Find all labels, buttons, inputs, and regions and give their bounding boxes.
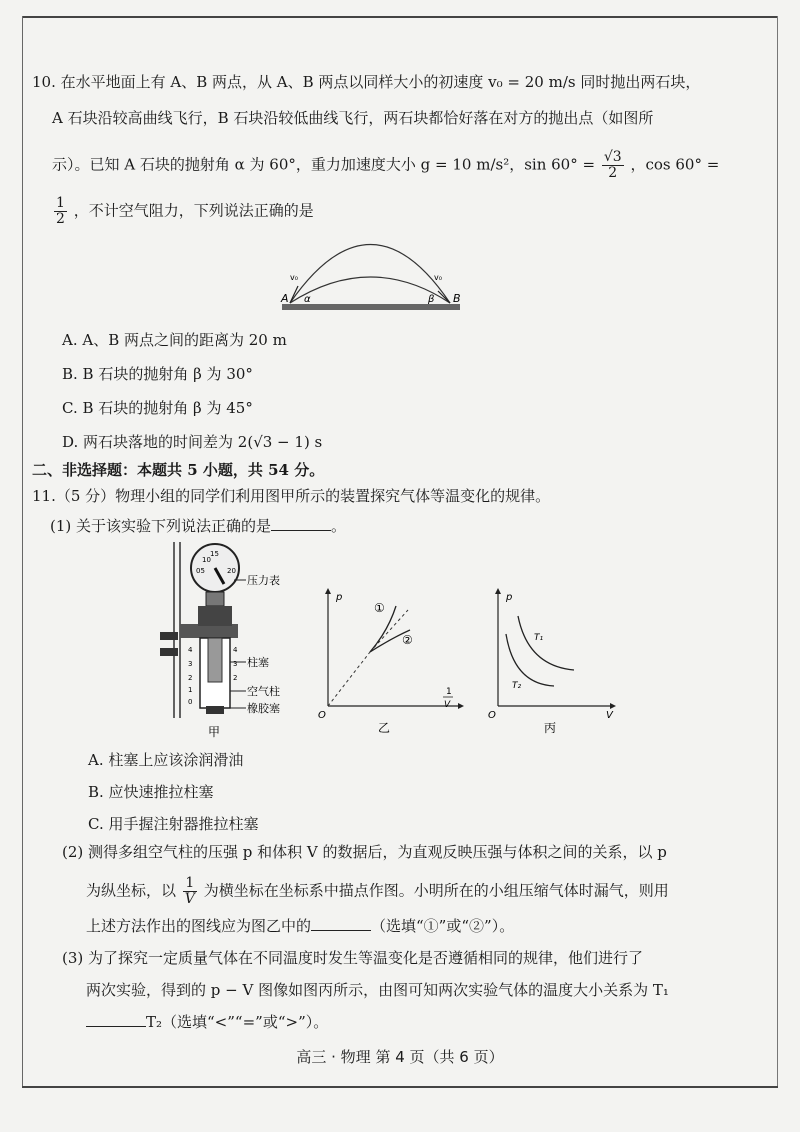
frac-den: V bbox=[184, 891, 195, 907]
clamp-upper bbox=[160, 632, 178, 640]
scale-tick: 2 bbox=[188, 674, 193, 682]
q11-part2-line2 bbox=[86, 876, 669, 907]
q11-part1-end: 。 bbox=[331, 517, 347, 535]
frac-num: √3 bbox=[603, 149, 622, 165]
alpha-label: α bbox=[304, 294, 311, 305]
origin-label: O bbox=[318, 710, 326, 721]
point-b-label: B bbox=[453, 292, 461, 305]
gauge-base bbox=[198, 606, 232, 626]
q11-part2-line3b: （选填“①”或“②”）。 bbox=[371, 917, 515, 935]
scale-tick: 2 bbox=[233, 674, 238, 682]
scale-tick: 1 bbox=[188, 686, 193, 694]
q11-option-b: B. 应快速推拉柱塞 bbox=[88, 783, 214, 801]
q11-part1-text: (1) 关于该实验下列说法正确的是 bbox=[50, 517, 272, 535]
q10-line2: A 石块沿较高曲线飞行，B 石块沿较低曲线飞行，两石块都恰好落在对方的抛出点（如图所 bbox=[52, 109, 654, 127]
q10-line4-text: ，不计空气阻力，下列说法正确的是 bbox=[73, 201, 314, 220]
origin-label: O bbox=[488, 710, 496, 721]
figure-caption-jia: 甲 bbox=[208, 725, 221, 739]
right-border bbox=[777, 16, 778, 1086]
gauge-label: 压力表 bbox=[247, 574, 280, 587]
x-arrow bbox=[458, 703, 464, 709]
isotherm-t2 bbox=[506, 634, 554, 686]
frac-den: 2 bbox=[56, 211, 65, 227]
sqrt3-over-2 bbox=[602, 150, 624, 181]
q11-part2-line2a: 为纵坐标，以 bbox=[86, 881, 177, 900]
scale-tick: 4 bbox=[188, 646, 193, 654]
y-arrow bbox=[495, 588, 501, 594]
x-label-num: 1 bbox=[446, 687, 452, 697]
q10-line3 bbox=[52, 150, 719, 181]
curve-2-label: ② bbox=[402, 633, 413, 647]
p-axis-label: p bbox=[506, 592, 513, 603]
q11-part3-line3 bbox=[86, 1012, 328, 1032]
q10-line4 bbox=[52, 196, 314, 227]
gauge-tick: 15 bbox=[210, 550, 219, 558]
q10-line3a: 示）。已知 A 石块的抛射角 α 为 60°，重力加速度大小 g = 10 m/s²，sin 60° = bbox=[52, 155, 596, 174]
left-border bbox=[22, 16, 23, 1086]
q10-option-a: A. A、B 两点之间的距离为 20 m bbox=[62, 331, 287, 349]
point-a-label: A bbox=[281, 292, 289, 305]
x-arrow bbox=[610, 703, 616, 709]
beta-label: β bbox=[428, 294, 435, 305]
t1-label: T₁ bbox=[534, 633, 544, 643]
clamp-bar bbox=[180, 624, 238, 638]
q10-option-c: C. B 石块的抛射角 β 为 45° bbox=[62, 399, 253, 417]
q11-part3-line3-text: T₂（选填“<”“=”或“>”）。 bbox=[146, 1013, 329, 1031]
section-2-heading: 二、非选择题：本题共 5 小题，共 54 分。 bbox=[32, 461, 325, 479]
q11-part2-line3 bbox=[86, 916, 514, 936]
one-over-2 bbox=[54, 196, 67, 227]
q11-part3-line2: 两次实验，得到的 p − V 图像如图丙所示，由图可知两次实验气体的温度大小关系为 T₁ bbox=[86, 981, 669, 999]
graph-yi bbox=[308, 586, 468, 736]
top-border bbox=[22, 16, 778, 18]
gauge-tick: 10 bbox=[202, 556, 211, 564]
q11-part1 bbox=[50, 516, 346, 536]
frac-num: 1 bbox=[183, 876, 197, 892]
q11-part2-line2b: 为横坐标在坐标系中描点作图。小明所在的小组压缩气体时漏气，则用 bbox=[203, 881, 669, 900]
bottom-border bbox=[22, 1086, 778, 1088]
q11-option-a: A. 柱塞上应该涂润滑油 bbox=[88, 751, 244, 769]
q10-option-d: D. 两石块落地的时间差为 2(√3 − 1) s bbox=[62, 433, 323, 451]
dashed-extension bbox=[328, 652, 370, 706]
scale-tick: 3 bbox=[188, 660, 193, 668]
answer-blank-3[interactable] bbox=[86, 1012, 146, 1027]
graph-bing bbox=[478, 586, 628, 736]
frac-num: 1 bbox=[56, 195, 65, 211]
frac-den: 2 bbox=[608, 165, 618, 181]
q11-option-c: C. 用手握注射器推拉柱塞 bbox=[88, 815, 259, 833]
clamp-lower bbox=[160, 648, 178, 656]
q11-line1: 11.（5 分）物理小组的同学们利用图甲所示的装置探究气体等温变化的规律。 bbox=[32, 487, 551, 505]
page-footer: 高三 · 物理 第 4 页（共 6 页） bbox=[296, 1048, 504, 1066]
scale-tick: 3 bbox=[233, 660, 238, 668]
q10-line3b: ，cos 60° = bbox=[630, 155, 720, 174]
piston bbox=[208, 638, 222, 682]
figure-caption-yi: 乙 bbox=[378, 721, 391, 735]
isotherm-t1 bbox=[518, 616, 574, 670]
q11-part2-line1: (2) 测得多组空气柱的压强 p 和体积 V 的数据后，为直观反映压强与体积之间的关系，以 p bbox=[62, 843, 667, 861]
scale-tick: 4 bbox=[233, 646, 238, 654]
p-axis-label: p bbox=[336, 592, 343, 603]
y-arrow bbox=[325, 588, 331, 594]
figure-caption-bing: 丙 bbox=[544, 721, 557, 735]
curve-1-label: ① bbox=[374, 601, 385, 615]
rubber-plug bbox=[206, 706, 224, 714]
piston-label: 柱塞 bbox=[247, 656, 269, 669]
gauge-tick: 05 bbox=[196, 567, 205, 575]
rubber-plug-label: 橡胶塞 bbox=[247, 702, 280, 715]
q10-line1: 10. 在水平地面上有 A、B 两点，从 A、B 两点以同样大小的初速度 v₀ = 20 m/s 同时抛出两石块， bbox=[32, 73, 701, 91]
apparatus-figure bbox=[150, 540, 290, 740]
t2-label: T₂ bbox=[512, 681, 522, 691]
low-curve bbox=[290, 277, 450, 303]
scale-tick: 0 bbox=[188, 698, 193, 706]
v-axis-label: V bbox=[606, 710, 613, 721]
answer-blank-1[interactable] bbox=[271, 516, 331, 531]
q11-part3-line1: (3) 为了探究一定质量气体在不同温度时发生等温变化是否遵循相同的规律，他们进行了 bbox=[62, 949, 644, 967]
v0-label-b: v₀ bbox=[434, 273, 442, 282]
q10-option-b: B. B 石块的抛射角 β 为 30° bbox=[62, 365, 253, 383]
air-column-label: 空气柱 bbox=[247, 685, 280, 698]
gauge-connector bbox=[206, 592, 224, 606]
v0-label-a: v₀ bbox=[290, 273, 298, 282]
trajectory-figure bbox=[278, 236, 464, 318]
one-over-v bbox=[183, 876, 197, 907]
high-curve bbox=[290, 245, 450, 304]
answer-blank-2[interactable] bbox=[311, 916, 371, 931]
q11-part2-line3a: 上述方法作出的图线应为图乙中的 bbox=[86, 917, 312, 935]
x-label-den: V bbox=[444, 700, 451, 710]
gauge-tick: 20 bbox=[227, 567, 236, 575]
